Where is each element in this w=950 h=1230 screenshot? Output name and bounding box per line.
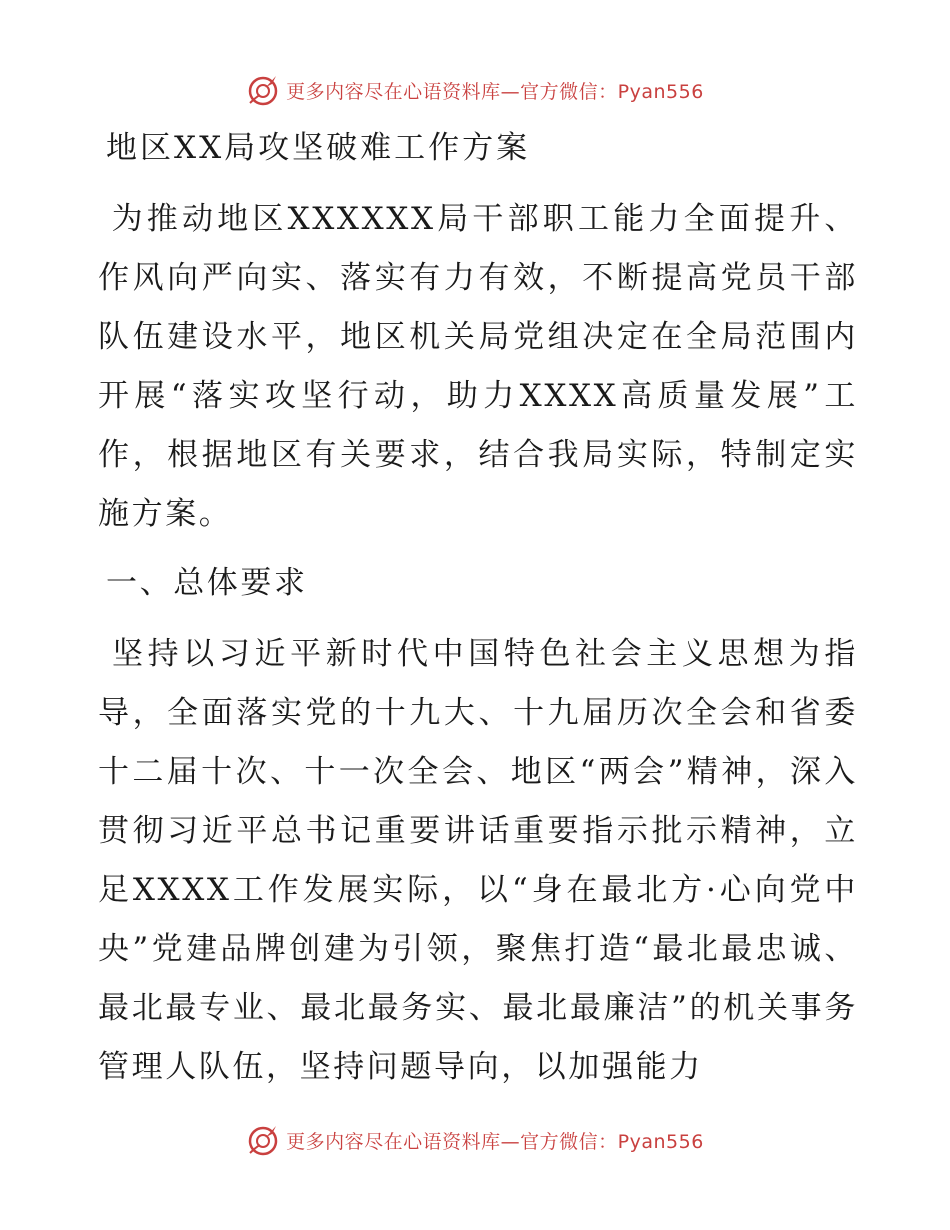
watermark-text: 更多内容尽在心语资料库—官方微信：Pyan556 bbox=[286, 1130, 704, 1153]
section-heading: 一、总体要求 bbox=[106, 565, 308, 601]
document-title: 地区XX局攻坚破难工作方案 bbox=[106, 130, 531, 166]
watermark-text: 更多内容尽在心语资料库—官方微信：Pyan556 bbox=[286, 80, 704, 103]
quill-pen-logo-icon bbox=[246, 1123, 280, 1157]
footer-watermark bbox=[0, 1120, 950, 1160]
intro-paragraph bbox=[98, 190, 858, 544]
header-watermark bbox=[0, 70, 950, 110]
document-body bbox=[98, 122, 858, 1097]
section-paragraph bbox=[98, 625, 858, 1097]
intro-text: 为推动地区XXXXXX局干部职工能力全面提升、作风向严向实、落实有力有效，不断提高党员干部队伍建设水平，地区机关局党组决定在全局范围内开展“落实攻坚行动，助力XXXX高质量发展”工作，根据地区有关要求，结合我局实际，特制定实施方案。 bbox=[98, 201, 858, 532]
section-text: 坚持以习近平新时代中国特色社会主义思想为指导，全面落实党的十九大、十九届历次全会和省委十二届十次、十一次全会、地区“两会”精神，深入贯彻习近平总书记重要讲话重要指示批示精神，立足XXXX工作发展实际，以“身在最北方·心向党中央”党建品牌创建为引领，聚焦打造“最北最忠诚、最北最专业、最北最务实、最北最廉洁”的机关事务管理人队伍，坚持问题导向，以加强能力 bbox=[98, 636, 858, 1085]
quill-pen-logo-icon bbox=[246, 73, 280, 107]
